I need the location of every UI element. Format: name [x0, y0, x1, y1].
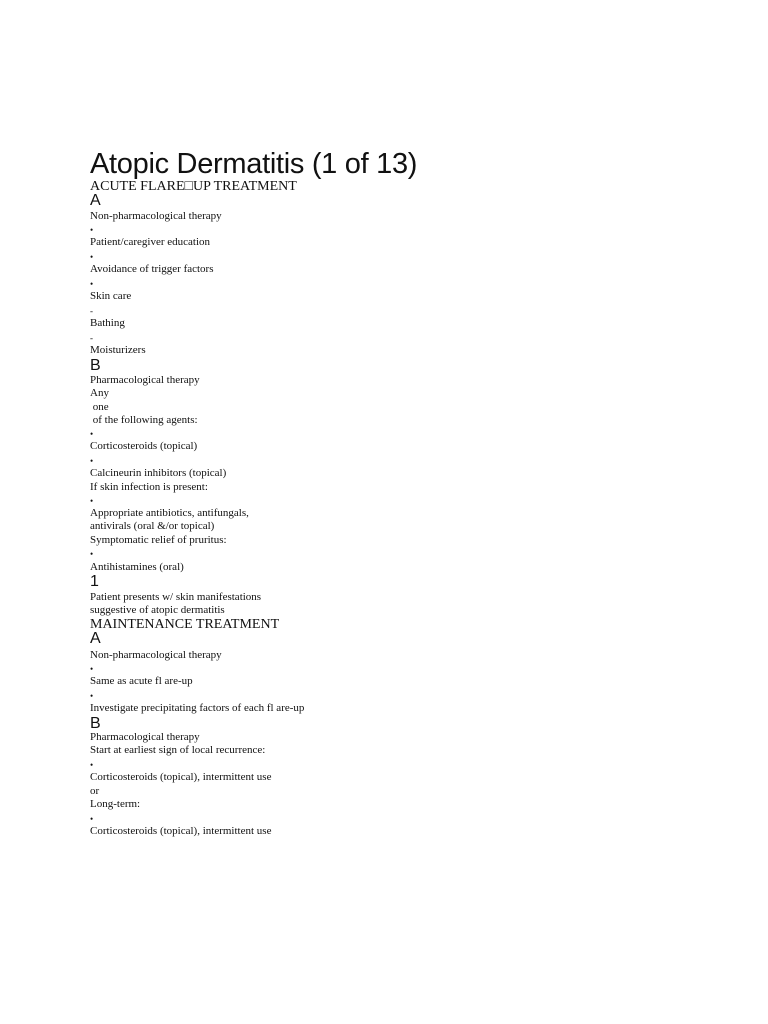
sub-list-item: Moisturizers	[90, 344, 146, 356]
list-item: Avoidance of trigger factors	[90, 263, 214, 275]
acute-a-letter: A	[90, 192, 101, 209]
text-line: Patient presents w/ skin manifestations	[90, 591, 262, 603]
page-title: Atopic Dermatitis (1 of 13)	[90, 148, 418, 180]
acute-b-letter: B	[90, 357, 101, 374]
list-item-continuation: antivirals (oral &/or topical)	[90, 520, 215, 532]
bullet-marker: •	[90, 549, 94, 559]
bullet-marker: •	[90, 760, 94, 770]
maintenance-section-heading: MAINTENANCE TREATMENT	[90, 617, 280, 632]
maintenance-b-letter: B	[90, 715, 101, 732]
text-line: Symptomatic relief of pruritus:	[90, 534, 227, 546]
dash-marker: -	[90, 306, 93, 316]
text-line: Long-term:	[90, 798, 141, 810]
bullet-marker: •	[90, 429, 94, 439]
text-line: of the following agents:	[90, 414, 198, 426]
list-item: Corticosteroids (topical), intermittent use	[90, 825, 272, 837]
text-line: one	[90, 401, 109, 413]
dash-marker: -	[90, 333, 93, 343]
bullet-marker: •	[90, 814, 94, 824]
bullet-marker: •	[90, 691, 94, 701]
maintenance-a-heading: Non-pharmacological therapy	[90, 649, 222, 661]
acute-b-heading: Pharmacological therapy	[90, 374, 200, 386]
bullet-marker: •	[90, 225, 94, 235]
list-item: Antihistamines (oral)	[90, 561, 184, 573]
maintenance-b-heading: Pharmacological therapy	[90, 731, 200, 743]
text-line: or	[90, 785, 100, 797]
sub-list-item: Bathing	[90, 317, 125, 329]
text-line: Any	[90, 387, 109, 399]
bullet-marker: •	[90, 664, 94, 674]
list-item: Skin care	[90, 290, 132, 302]
text-line: If skin infection is present:	[90, 481, 208, 493]
list-item: Appropriate antibiotics, antifungals,	[90, 507, 249, 519]
list-item: Patient/caregiver education	[90, 236, 211, 248]
list-item: Corticosteroids (topical)	[90, 440, 198, 452]
text-line: Start at earliest sign of local recurrence:	[90, 744, 266, 756]
acute-a-heading: Non-pharmacological therapy	[90, 210, 222, 222]
acute-section-heading: ACUTE FLARE□UP TREATMENT	[90, 179, 297, 194]
bullet-marker: •	[90, 252, 94, 262]
step-number: 1	[90, 573, 99, 590]
list-item: Calcineurin inhibitors (topical)	[90, 467, 227, 479]
bullet-marker: •	[90, 456, 94, 466]
list-item: Same as acute fl are-up	[90, 675, 193, 687]
text-line: suggestive of atopic dermatitis	[90, 604, 225, 616]
bullet-marker: •	[90, 279, 94, 289]
list-item: Corticosteroids (topical), intermittent use	[90, 771, 272, 783]
bullet-marker: •	[90, 496, 94, 506]
list-item: Investigate precipitating factors of each fl are-up	[90, 702, 305, 714]
maintenance-a-letter: A	[90, 630, 101, 647]
